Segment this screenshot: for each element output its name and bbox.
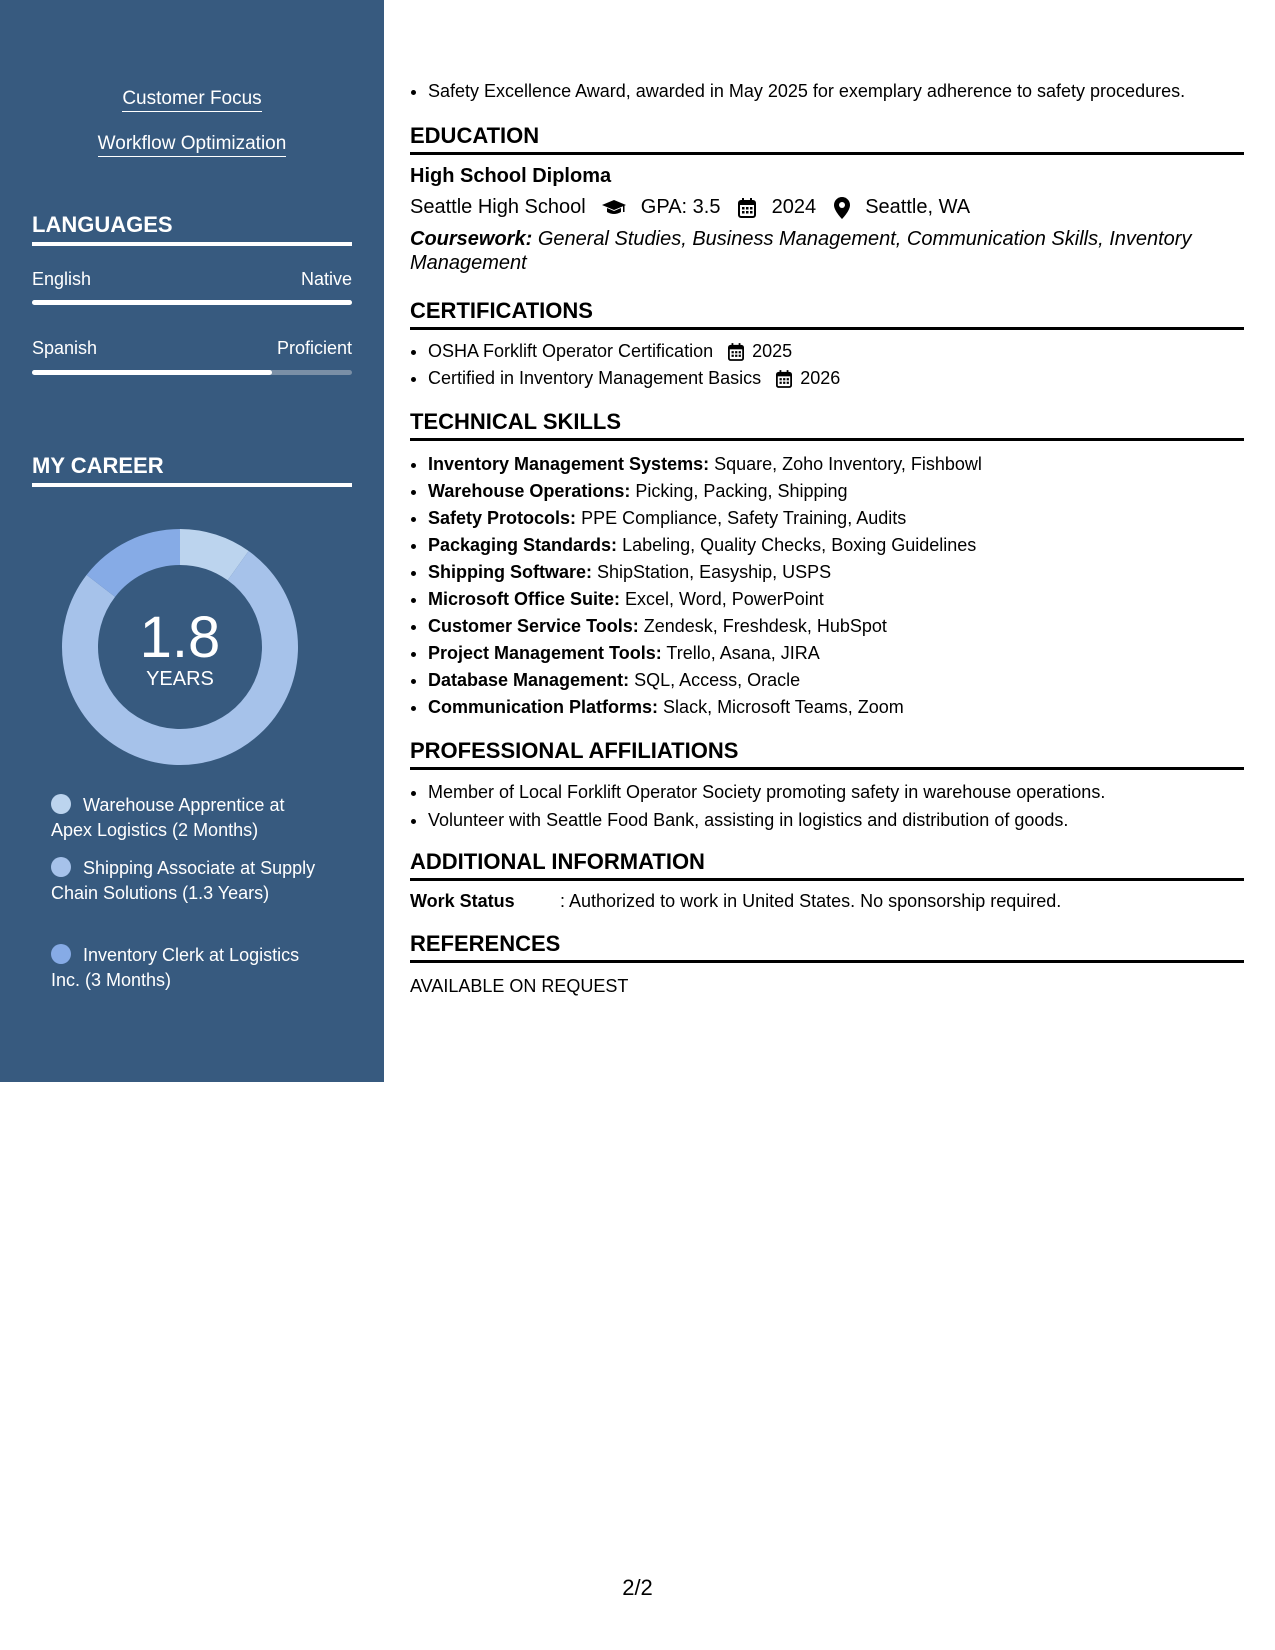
career-dot: [51, 857, 71, 877]
work-status-value: : Authorized to work in United States. No sponsorship required.: [560, 891, 1062, 911]
career-dot: [51, 944, 71, 964]
skill-category: Communication Platforms:: [428, 697, 659, 717]
career-item-text: Inventory Clerk at Logistics Inc. (3 Months): [51, 945, 300, 990]
skill-link-workflow-optimization[interactable]: [0, 133, 384, 155]
skill-label: Workflow Optimization: [98, 133, 287, 157]
list-item: [428, 532, 1262, 559]
additional-info-heading: ADDITIONAL INFORMATION: [410, 849, 1244, 881]
language-bar-fill: [32, 300, 352, 305]
references-text: AVAILABLE ON REQUEST: [410, 976, 629, 996]
affiliations-list: [410, 778, 1262, 834]
list-item: [428, 365, 1262, 392]
skill-link-customer-focus[interactable]: [0, 88, 384, 110]
language-level: Native: [300, 269, 352, 289]
career-total: 1.8: [139, 605, 221, 670]
degree-title: High School Diploma: [410, 165, 612, 187]
calendar-icon: [776, 370, 792, 388]
affiliations-heading: PROFESSIONAL AFFILIATIONS: [410, 738, 1244, 770]
coursework-label: Coursework:: [410, 228, 533, 250]
list-item: [428, 640, 1262, 667]
school-name: Seattle High School: [410, 196, 586, 218]
list-item: [428, 586, 1262, 613]
awards-list: [410, 78, 1262, 105]
skill-category: Warehouse Operations:: [428, 481, 631, 501]
career-heading: MY CAREER: [32, 453, 352, 487]
skill-values: PPE Compliance, Safety Training, Audits: [581, 508, 907, 528]
language-name: English: [32, 269, 92, 289]
graduation-cap-icon: [601, 199, 627, 217]
certification-year: 2025: [752, 341, 793, 361]
work-status-label: Work Status: [410, 891, 515, 911]
language-bar-spanish: [32, 370, 352, 375]
language-level: Proficient: [276, 338, 352, 358]
education-heading: EDUCATION: [410, 123, 1244, 155]
graduation-year: 2024: [771, 196, 817, 218]
references-heading: REFERENCES: [410, 931, 1244, 963]
career-item: [51, 793, 321, 842]
skill-category: Inventory Management Systems:: [428, 454, 710, 474]
list-item: • Safety Excellence Award, awarded in May 2025 for exemplary adherence to safety procedures.: [428, 78, 1262, 105]
language-name: Spanish: [32, 338, 98, 358]
calendar-icon: [738, 198, 756, 218]
skill-values: Zendesk, Freshdesk, HubSpot: [643, 616, 887, 636]
technical-skills-list: [410, 451, 1262, 721]
language-bar-fill: [32, 370, 272, 375]
career-unit: YEARS: [146, 668, 214, 690]
language-bar-english: [32, 300, 352, 305]
certification-name: OSHA Forklift Operator Certification: [428, 341, 714, 361]
coursework-text: General Studies, Business Management, Communication Skills, Inventory Management: [410, 228, 1192, 274]
languages-heading: LANGUAGES: [32, 212, 352, 246]
skill-label: Customer Focus: [122, 88, 261, 112]
skill-category: Project Management Tools:: [428, 643, 662, 663]
skill-category: Shipping Software:: [428, 562, 592, 582]
list-item: [428, 338, 1262, 365]
certifications-list: [410, 338, 1262, 392]
skill-category: Packaging Standards:: [428, 535, 618, 555]
list-item: [428, 451, 1262, 478]
skill-values: Slack, Microsoft Teams, Zoom: [663, 697, 904, 717]
list-item: [428, 667, 1262, 694]
list-item: [428, 694, 1262, 721]
list-item: [428, 478, 1262, 505]
location-pin-icon: [834, 197, 850, 219]
career-dot: [51, 794, 71, 814]
technical-skills-heading: TECHNICAL SKILLS: [410, 409, 1244, 441]
career-item: [51, 856, 321, 905]
education-details: [410, 196, 970, 219]
skill-values: Square, Zoho Inventory, Fishbowl: [714, 454, 982, 474]
skill-values: ShipStation, Easyship, USPS: [597, 562, 832, 582]
coursework: [410, 227, 1200, 275]
list-item: • Member of Local Forklift Operator Society promoting safety in warehouse operations.: [428, 778, 1262, 806]
work-status-row: [410, 888, 1244, 915]
gpa: GPA: 3.5: [640, 196, 721, 218]
career-item-text: Shipping Associate at Supply Chain Solutions (1.3 Years): [51, 858, 316, 903]
list-item: [428, 559, 1262, 586]
list-item: [428, 613, 1262, 640]
page-number: 2/2: [622, 1575, 653, 1600]
skill-category: Database Management:: [428, 670, 630, 690]
list-item: • Volunteer with Seattle Food Bank, assisting in logistics and distribution of goods.: [428, 806, 1262, 834]
skill-values: SQL, Access, Oracle: [634, 670, 801, 690]
career-item: [51, 943, 321, 992]
career-item-text: Warehouse Apprentice at Apex Logistics (2 Months): [51, 795, 285, 840]
skill-category: Microsoft Office Suite:: [428, 589, 621, 609]
skill-category: Customer Service Tools:: [428, 616, 639, 636]
skill-values: Trello, Asana, JIRA: [666, 643, 820, 663]
skill-category: Safety Protocols:: [428, 508, 577, 528]
sidebar: [0, 0, 384, 1082]
certification-name: Certified in Inventory Management Basics: [428, 368, 762, 388]
list-item: [428, 505, 1262, 532]
skill-values: Excel, Word, PowerPoint: [625, 589, 824, 609]
skill-values: Picking, Packing, Shipping: [635, 481, 848, 501]
school-location: Seattle, WA: [865, 196, 971, 218]
calendar-icon: [728, 343, 744, 361]
skill-values: Labeling, Quality Checks, Boxing Guidelines: [622, 535, 977, 555]
certifications-heading: CERTIFICATIONS: [410, 298, 1244, 330]
certification-year: 2026: [800, 368, 841, 388]
career-donut-chart: [60, 527, 300, 767]
